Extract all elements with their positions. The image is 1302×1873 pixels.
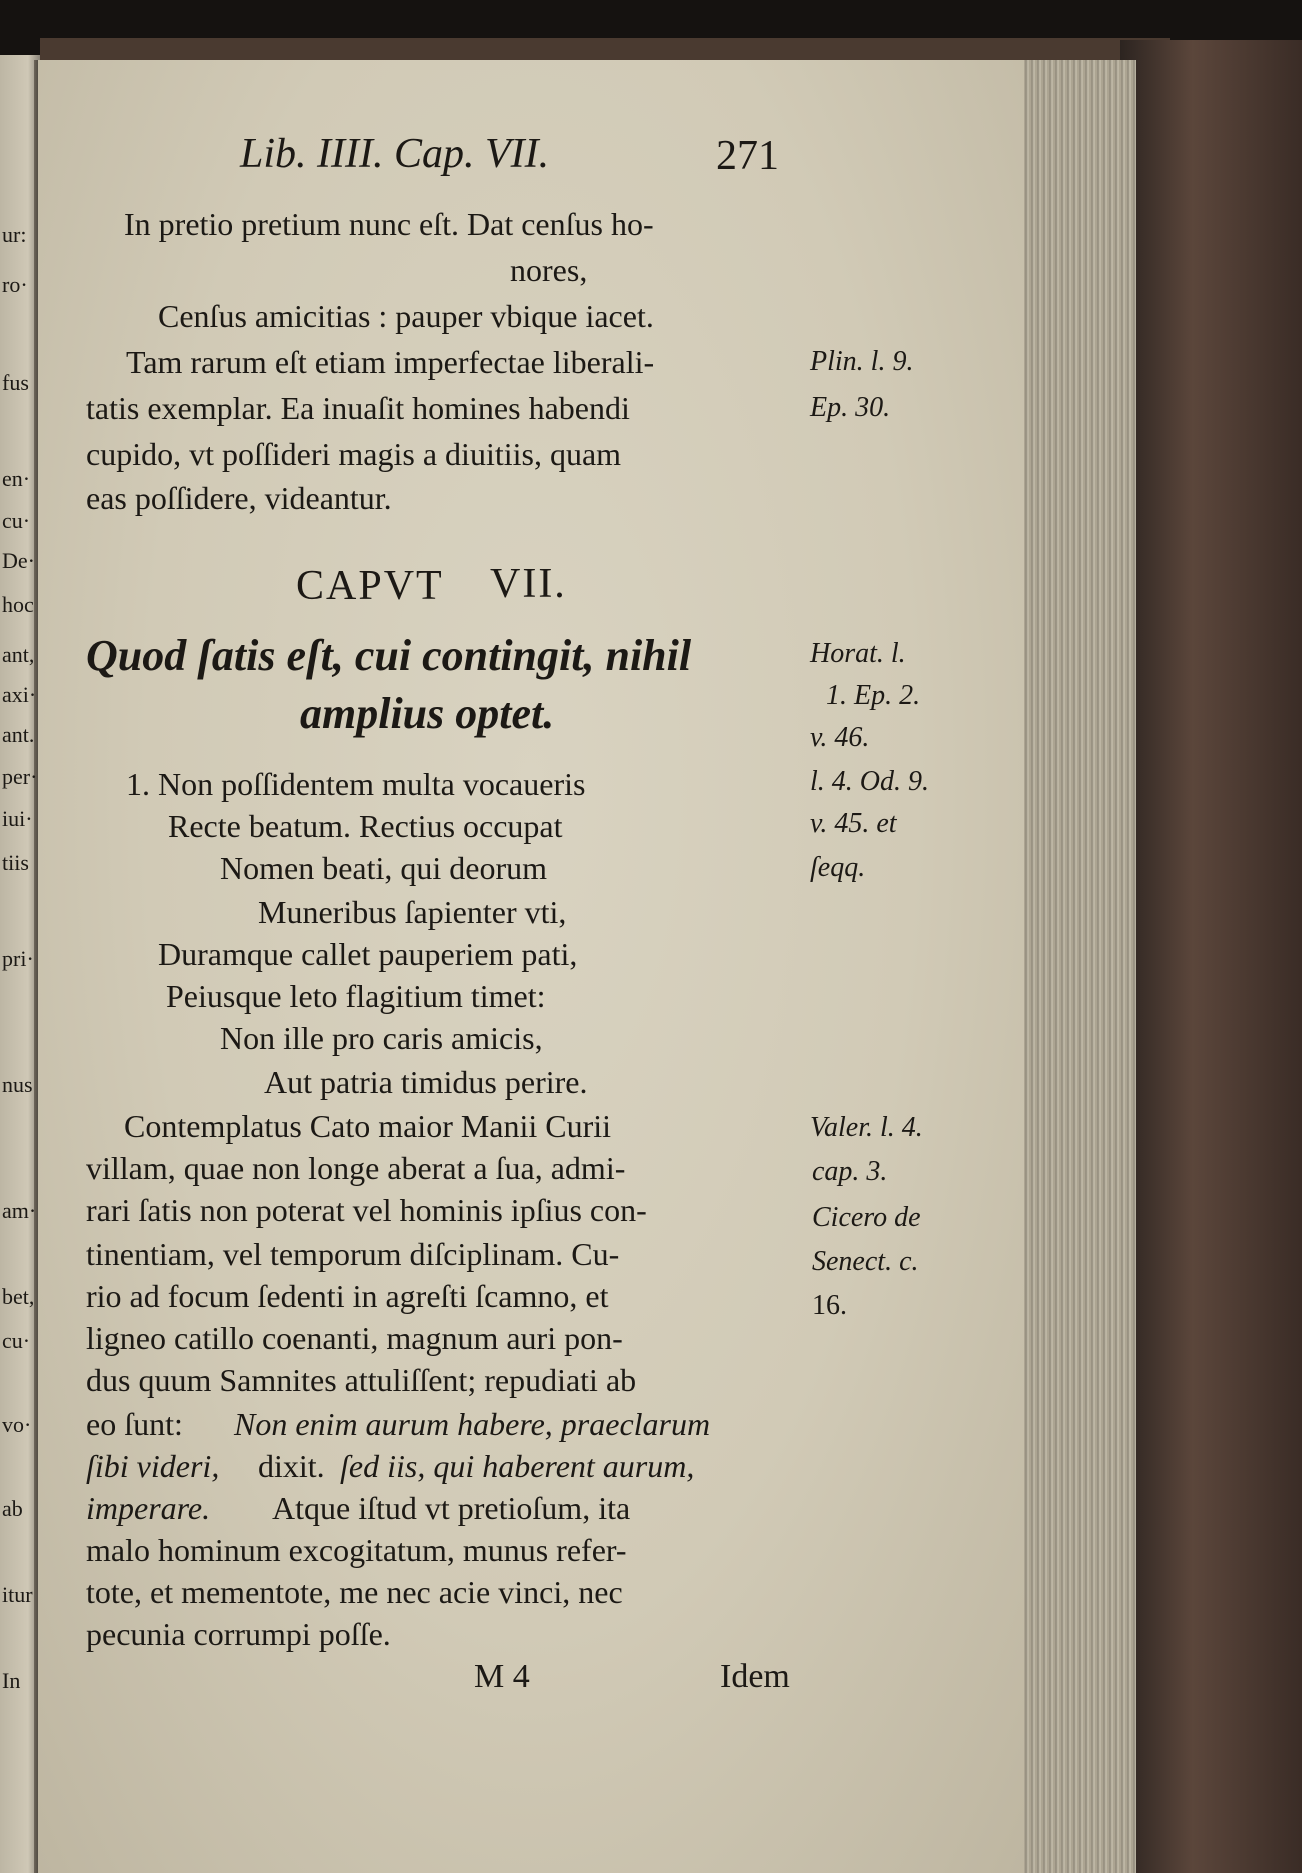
- verse-line: Duramque callet pauperiem pati,: [158, 936, 578, 972]
- page-edges: [1018, 60, 1136, 1873]
- text-line: eas poſſidere, videantur.: [86, 480, 392, 516]
- text-line: eo ſunt:: [86, 1406, 183, 1442]
- edge-fragment: itur: [2, 1582, 33, 1607]
- text-line: cupido, vt poſſideri magis a diuitiis, quam: [86, 436, 622, 472]
- edge-fragment: vo·: [2, 1412, 32, 1437]
- text-line: rari ſatis non poterat vel hominis ipſius con-: [86, 1192, 647, 1228]
- text-line-italic: Non enim aurum habere, praeclarum: [234, 1406, 711, 1442]
- edge-fragment: ab: [2, 1496, 23, 1521]
- text-line-italic: ſibi videri,: [86, 1448, 220, 1484]
- edge-fragment: cu·: [2, 1328, 31, 1353]
- text-line: dixit.: [258, 1448, 325, 1484]
- text-line: dus quum Samnites attuliſſent; repudiati ab: [86, 1362, 637, 1398]
- edge-fragment: cu·: [2, 508, 31, 533]
- margin-note: 16.: [812, 1290, 847, 1321]
- text-line: In pretio pretium nunc eſt. Dat cenſus ho-: [124, 206, 654, 242]
- text-line: tinentiam, vel temporum diſciplinam. Cu-: [86, 1236, 620, 1272]
- edge-fragment: axi·: [2, 682, 37, 707]
- margin-note: ſeqq.: [810, 852, 866, 883]
- edge-fragment: pri·: [2, 946, 34, 971]
- margin-note: Ep. 30.: [810, 392, 891, 423]
- edge-fragment: ant.: [2, 722, 35, 747]
- edge-fragment: am·: [2, 1198, 37, 1223]
- verse-line: Non ille pro caris amicis,: [220, 1020, 543, 1056]
- text-line: nores,: [510, 252, 588, 288]
- edge-fragment: per·: [2, 764, 38, 789]
- text-line: tatis exemplar. Ea inuaſit homines habendi: [86, 390, 630, 426]
- text-line: Cenſus amicitias : pauper vbique iacet.: [158, 298, 654, 334]
- verse-line: Muneribus ſapienter vti,: [258, 894, 567, 930]
- margin-note: Senect. c.: [812, 1246, 919, 1277]
- page-number: 271: [716, 133, 779, 179]
- chapter-number: VII.: [490, 561, 567, 607]
- edge-fragment: ro·: [2, 272, 28, 297]
- text-line: Atque iſtud vt pretioſum, ita: [272, 1490, 631, 1526]
- margin-note: 1. Ep. 2.: [826, 680, 921, 711]
- margin-note: l. 4. Od. 9.: [810, 766, 929, 797]
- edge-fragment: fus: [2, 370, 29, 395]
- text-line-italic: ſed iis, qui haberent aurum,: [340, 1448, 695, 1484]
- margin-note: v. 46.: [810, 722, 870, 753]
- verse-line: Aut patria timidus perire.: [264, 1064, 588, 1100]
- signature-mark: M 4: [474, 1658, 530, 1695]
- chapter-title: amplius optet.: [300, 689, 555, 738]
- verse-line: Peiusque leto flagitium timet:: [166, 978, 546, 1014]
- edge-fragment: nus: [2, 1072, 33, 1097]
- running-title: Lib. IIII. Cap. VII.: [240, 131, 550, 177]
- text-line: villam, quae non longe aberat a ſua, admi-: [86, 1150, 626, 1186]
- catchword: Idem: [720, 1658, 790, 1695]
- edge-fragment: ur:: [2, 222, 27, 247]
- edge-fragment: iui·: [2, 806, 33, 831]
- edge-fragment: en·: [2, 466, 31, 491]
- text-line: rio ad focum ſedenti in agreſti ſcamno, et: [86, 1278, 609, 1314]
- text-line: pecunia corrumpi poſſe.: [86, 1616, 391, 1652]
- chapter-heading: CAPVT: [296, 563, 444, 609]
- edge-fragment: bet,: [2, 1284, 35, 1309]
- edge-fragment: De·: [2, 548, 35, 573]
- text-line: ligneo catillo coenanti, magnum auri pon-: [86, 1320, 623, 1356]
- text-line: Contemplatus Cato maior Manii Curii: [124, 1108, 612, 1144]
- margin-note: cap. 3.: [812, 1156, 888, 1187]
- verse-line: Nomen beati, qui deorum: [220, 850, 548, 886]
- text-line-italic: imperare.: [86, 1490, 211, 1526]
- edge-fragment: ant,: [2, 642, 35, 667]
- edge-fragment: In: [2, 1668, 21, 1693]
- margin-note: Horat. l.: [810, 638, 906, 669]
- margin-note: Plin. l. 9.: [810, 346, 914, 377]
- verse-line: 1. Non poſſidentem multa vocaueris: [126, 766, 586, 802]
- margin-note: v. 45. et: [810, 808, 897, 839]
- chapter-title: Quod ſatis eſt, cui contingit, nihil: [86, 631, 692, 680]
- cover-right-edge: [1120, 40, 1302, 1873]
- text-line: Tam rarum eſt etiam imperfectae liberali-: [126, 344, 655, 380]
- margin-note: Valer. l. 4.: [810, 1112, 923, 1143]
- verse-line: Recte beatum. Rectius occupat: [168, 808, 563, 844]
- text-line: tote, et mementote, me nec acie vinci, nec: [86, 1574, 623, 1610]
- edge-fragment: tiis: [2, 850, 29, 875]
- text-line: malo hominum excogitatum, munus refer-: [86, 1532, 627, 1568]
- edge-fragment: hoc: [2, 592, 34, 617]
- margin-note: Cicero de: [812, 1202, 921, 1233]
